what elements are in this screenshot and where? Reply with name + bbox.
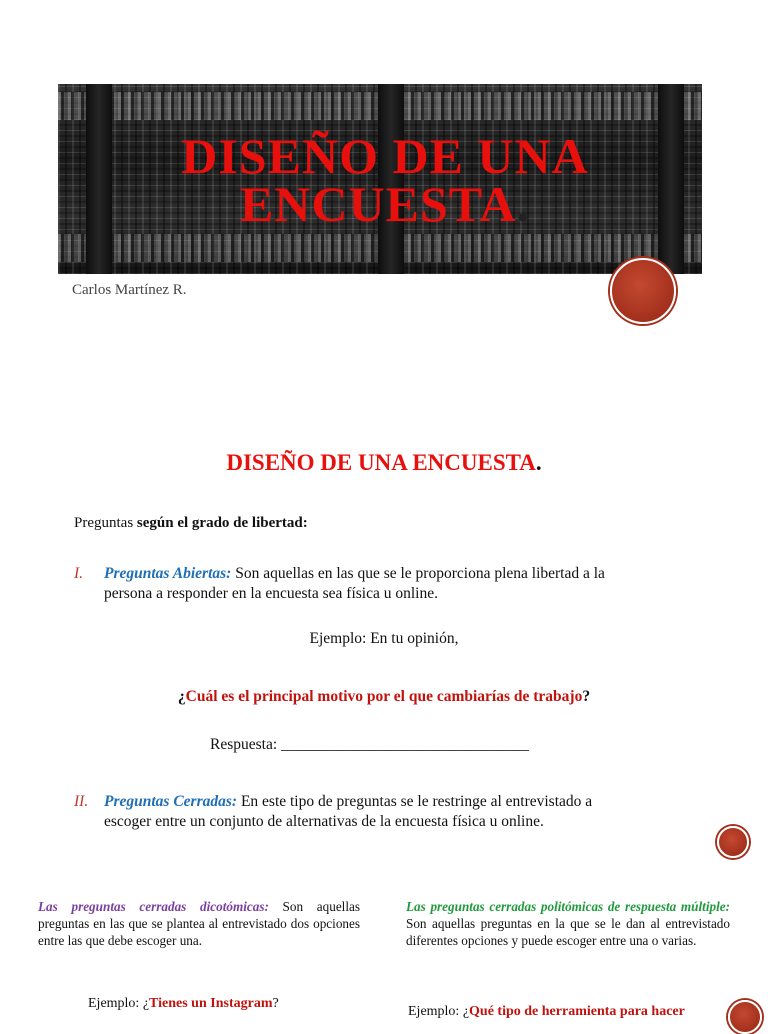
example-line: Ejemplo: En tu opinión, (309, 630, 459, 647)
example-question-text: Qué tipo de herramienta para hacer (469, 1004, 685, 1019)
title-slide (0, 0, 768, 340)
decorative-circle-badge (610, 258, 676, 324)
intro-bold: según el grado de libertad: (136, 515, 308, 531)
example-prefix: Ejemplo: ¿ (88, 996, 150, 1011)
decorative-circle-badge (728, 1000, 762, 1034)
polytomous-label: Las preguntas cerradas politómicas de respuesta múltiple: (406, 899, 730, 914)
title-line-1: DISEÑO DE UNA (181, 128, 589, 184)
dichotomous-description (38, 898, 360, 949)
title-period: . (516, 176, 531, 232)
example-prefix: Ejemplo: ¿ (408, 1004, 470, 1019)
banner-post (86, 84, 112, 274)
item-text: En este tipo de preguntas se le restringe al entrevistado a (237, 793, 593, 810)
slide-title (150, 128, 620, 232)
polytomous-example (408, 1004, 685, 1020)
list-item-closed-questions (74, 792, 696, 832)
item-text-continued: escoger entre un conjunto de alternativas de la encuesta física u online. (104, 813, 544, 830)
item-label: Preguntas Abiertas: (104, 565, 232, 582)
content-slide (0, 340, 768, 1024)
dichotomous-label: Las preguntas cerradas dicotómicas: (38, 899, 269, 914)
roman-numeral: I. (74, 565, 84, 582)
content-title-text: DISEÑO DE UNA ENCUESTA (226, 450, 536, 475)
intro-plain: Preguntas (74, 515, 137, 531)
dichotomous-text: Son aquellas preguntas en las que se plantea al entrevistado dos opciones entre las que debe escoger una. (38, 899, 360, 948)
intro-line (74, 515, 308, 532)
example-suffix: ? (272, 996, 279, 1011)
example-question (0, 688, 768, 706)
question-close-mark: ? (582, 688, 591, 705)
item-text-continued: persona a responder en la encuesta sea física u online. (104, 585, 438, 602)
dichotomous-example (88, 996, 279, 1012)
question-open-mark: ¿ (177, 688, 186, 705)
content-title-period: . (535, 450, 542, 475)
decorative-circle-badge (717, 826, 749, 858)
item-label: Preguntas Cerradas: (104, 793, 238, 810)
banner-post (658, 84, 684, 274)
response-line: Respuesta: ________________________________ (210, 736, 530, 753)
title-line-2: ENCUESTA (239, 176, 517, 232)
author-name: Carlos Martínez R. (72, 282, 187, 298)
content-title (0, 450, 768, 476)
roman-numeral: II. (74, 793, 89, 810)
polytomous-description (406, 898, 730, 949)
list-item-open-questions (74, 564, 696, 604)
question-text: Cuál es el principal motivo por el que cambiarías de trabajo (185, 688, 583, 705)
example-question-text: Tienes un Instagram (149, 996, 273, 1011)
item-text: Son aquellas en las que se le proporciona plena libertad a la (231, 565, 605, 582)
polytomous-text: Son aquellas preguntas en la que se le dan al entrevistado diferentes opciones y puede escoger entre una o varias. (406, 916, 730, 948)
